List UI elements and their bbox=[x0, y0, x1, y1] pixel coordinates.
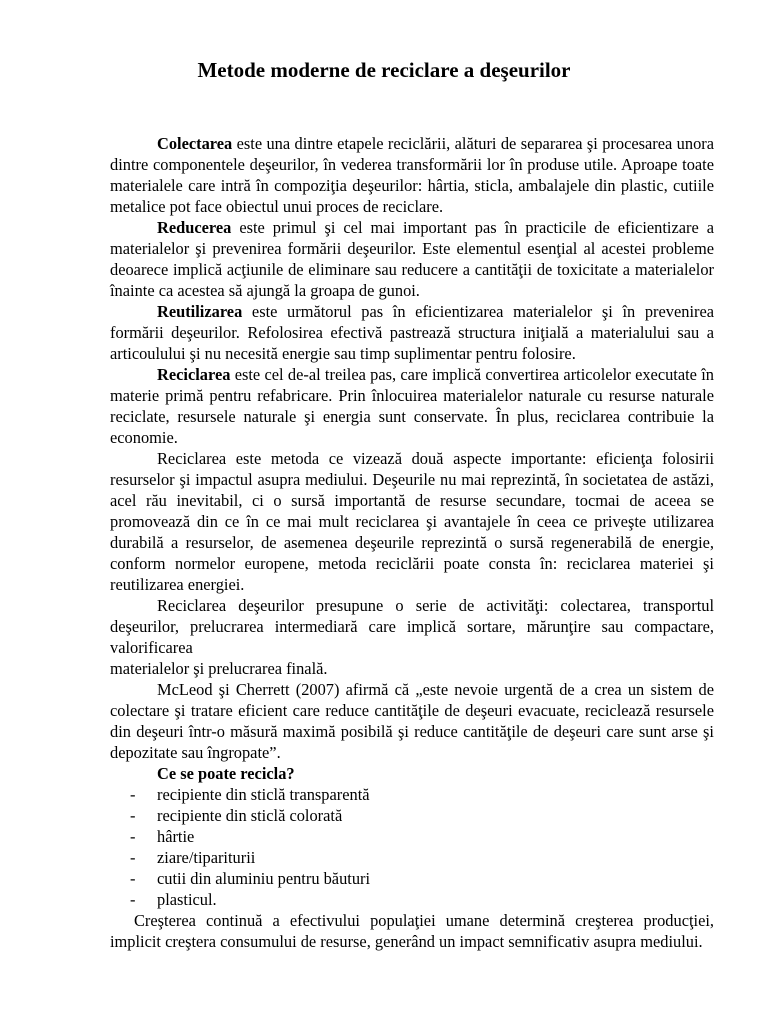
term-reciclarea: Reciclarea bbox=[157, 365, 231, 384]
list-item: - plasticul. bbox=[130, 890, 217, 909]
section-heading-recycle: Ce se poate recicla? bbox=[157, 764, 295, 783]
list-dash: - bbox=[130, 890, 136, 909]
paragraph-activitati: Reciclarea deşeurilor presupune o serie de activităţi: colectarea, transportul deşeurilor, prelucrarea intermediară care implică sortare, mărunţire sau compactare, valorificarea bbox=[110, 596, 714, 657]
list-dash: - bbox=[130, 785, 136, 804]
paragraph-crestere: Creşterea continuă a efectivului populaţiei umane determină creşterea producţiei, implicit creştera consumului de resurse, generând un impact semnificativ asupra mediului. bbox=[110, 911, 714, 951]
paragraph-reutilizarea bbox=[110, 301, 714, 364]
paragraph-text: este cel de-al treilea pas, care implică convertirea articolelor executate în materie primă pentru refabricare. Prin înlocuirea materialelor naturale cu resurse naturale reciclate, resursele naturale şi energia sunt conservate. În plus, reciclarea contribuie la economie. bbox=[110, 365, 714, 447]
term-reducerea: Reducerea bbox=[157, 218, 232, 237]
list-dash: - bbox=[130, 848, 136, 867]
term-colectarea: Colectarea bbox=[157, 134, 233, 153]
paragraph-text: este una dintre etapele reciclării, alături de separarea şi procesarea unora dintre componentele deşeurilor, în vederea transformării lor în produse utile. Aproape toate materialele care intră în compoziţia deşeurilor: hârtia, sticla, ambalajele din plastic, cutiile metalice pot face obiectul unui proces de reciclare. bbox=[110, 134, 714, 216]
list-dash: - bbox=[130, 827, 136, 846]
paragraph-text: este primul şi cel mai important pas în practicile de eficientizare a materialelor şi prevenirea formării deşeurilor. Este elementul esenţial al acestei probleme deoarece implică acţiunile de eliminare sau reducere a cantităţii de toxicitate a materialelor înainte ca acestea să ajungă la groapa de gunoi. bbox=[110, 218, 714, 300]
recyclable-list bbox=[110, 784, 714, 910]
list-dash: - bbox=[130, 869, 136, 888]
list-item: - recipiente din sticlă transparentă bbox=[130, 785, 370, 804]
paragraph-aspecte: Reciclarea este metoda ce vizează două aspecte importante: eficienţa folosirii resurselor şi impactul asupra mediului. Deşeurile nu mai reprezintă, în societatea de astăzi, acel rău inevitabil, ci o sursă importantă de resurse secundare, tocmai de aceea se promovează din ce în ce mai mult reciclarea şi avantajele în ceea ce priveşte utilizarea durabilă a resurselor, de asemenea deşeurile reprezintă o sursă regenerabilă de energie, conform normelor europene, metoda reciclării poate consta în: reciclarea materiei şi reutilizarea energiei. bbox=[110, 449, 714, 594]
paragraph-reciclarea bbox=[110, 364, 714, 448]
paragraph-reducerea bbox=[110, 217, 714, 301]
paragraph-colectarea bbox=[110, 133, 714, 217]
list-item: - ziare/tipariturii bbox=[130, 848, 256, 867]
paragraph-activitati-continued: materialelor şi prelucrarea finală. bbox=[110, 659, 328, 678]
document-body bbox=[110, 133, 714, 952]
document-title: Metode moderne de reciclare a deşeurilor bbox=[197, 58, 571, 82]
paragraph-text: este următorul pas în eficientizarea materialelor şi în prevenirea formării deşeurilor. Refolosirea efectivă pastrează structura iniţială a materialului sau a articoulului şi nu necesită energie sau timp suplimentar pentru folosire. bbox=[110, 302, 714, 363]
list-dash: - bbox=[130, 806, 136, 825]
paragraph-mcleod-quote: McLeod şi Cherrett (2007) afirmă că „este nevoie urgentă de a crea un sistem de colectare şi tratare eficient care reduce cantităţile de deşeuri evacuate, reciclează resursele din deşeuri într-o măsură maximă posibilă şi reduce cantităţile de deşeuri care sunt arse şi depozitate sau îngropate”. bbox=[110, 680, 714, 762]
list-item: - recipiente din sticlă colorată bbox=[130, 806, 343, 825]
list-item: - hârtie bbox=[130, 827, 195, 846]
list-item: - cutii din aluminiu pentru băuturi bbox=[130, 869, 371, 888]
term-reutilizarea: Reutilizarea bbox=[157, 302, 243, 321]
